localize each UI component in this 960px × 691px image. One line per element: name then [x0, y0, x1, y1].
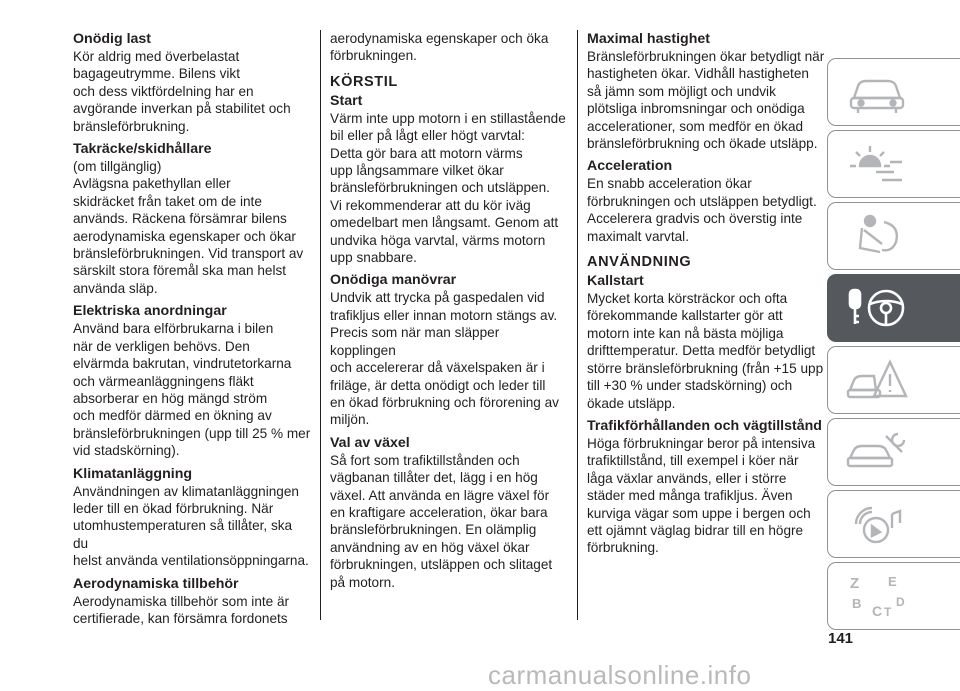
index-letter-t: T	[884, 605, 892, 619]
paragraph-unnecessary-maneuvers: Undvik att trycka på gaspedalen vid trafikljus eller innan motorn stängs av. Precis som när man släpper kopplingen och accelererar då växelspaken är i friläge, är detta onödigt och leder till en ökad förbrukning och förorening av miljön.	[330, 290, 559, 428]
heading-electrical-devices: Elektriska anordningar	[73, 303, 227, 320]
tab-index[interactable]	[827, 562, 960, 630]
dashboard-lights-icon	[846, 140, 908, 188]
paragraph-electrical-devices: Använd bara elförbrukarna i bilen när de verkligen behövs. Den elvärmda bakrutan, vindrutetorkarna och värmeanläggningens fläkt absorberar en hög mängd ström och medför därmed en ökning av bränsleförbrukningen (upp till 25 % mer vid stadskörning).	[73, 321, 311, 459]
heading-start: Start	[330, 92, 363, 109]
warning-triangle-car-icon	[846, 356, 908, 404]
seatbelt-airbag-icon	[846, 212, 908, 260]
chapter-tabs	[827, 58, 960, 634]
tab-maintenance[interactable]	[827, 418, 960, 486]
paragraph-climate-control: Användningen av klimatanläggningen leder till en ökad förbrukning. När utomhustemperaturen så tillåter, ska du helst använda ventilationsöppningarna.	[73, 483, 309, 569]
paragraph-traffic-road-conditions: Höga förbrukningar beror på intensiva trafiktillstånd, till exempel i köer när låga växlar används, eller i större städer med många trafikljus. Även kurviga vägar som uppe i bergen och ett ojämnt väglag bidrar till en högre förbrukning.	[587, 435, 816, 556]
watermark: carmanualsonline.info	[488, 660, 752, 690]
heading-unnecessary-load: Onödig last	[73, 31, 152, 47]
paragraph-roof-rack: Avlägsna pakethyllan eller skidräcket från taket om de inte används. Räckena försämrar bilens aerodynamiska egenskaper och ökar bränsleförbrukningen. Vid transport av särskilt stora föremål ska man helst använda släp.	[73, 176, 304, 296]
index-letter-b: B	[852, 596, 862, 611]
paragraph-roof-rack-availability: (om tillgänglig)	[73, 159, 162, 175]
heading-gear-selection: Val av växel	[330, 434, 410, 451]
heading-aerodynamic-accessories: Aerodynamiska tillbehör	[73, 575, 239, 592]
paragraph-cold-start: Mycket korta körsträckor och ofta förekommande kallstarter gör att motorn inte kan nå bästa möjliga drifttemperatur. Detta medför betydligt större bränsleförbrukning (från +15 upp till +30 % under stadskörning) och ökade utsläpp.	[587, 291, 824, 411]
page-number: 141	[828, 630, 854, 647]
tab-starting-and-driving[interactable]	[827, 274, 960, 342]
key-steering-wheel-icon	[846, 284, 908, 332]
heading-acceleration: Acceleration	[587, 158, 673, 175]
paragraph-gear-selection: Så fort som trafiktillstånden och vägbanan tillåter det, lägg i en hög växel. Att använda en lägre växel för en kraftigare acceleration, ökar bara bränsleförbrukningen. En olämplig användning av en hög växel ökar förbrukningen, utsläppen och slitaget på motorn.	[330, 452, 553, 590]
heading-unnecessary-maneuvers: Onödiga manövrar	[330, 272, 457, 289]
section-heading-usage: ANVÄNDNING	[587, 254, 692, 271]
paragraph-unnecessary-load: Kör aldrig med överbelastat bagageutrymme. Bilens vikt och dess viktfördelning har en avgörande inverkan på stabilitet och bränsleförbrukning.	[73, 49, 291, 134]
index-letter-c: C	[872, 603, 883, 619]
paragraph-start: Värm inte upp motorn i en stillastående bil eller på lågt eller högt varvtal: Detta gör bara att motorn värms upp långsammare vilket ökar bränsleförbrukningen och utsläppen. Vi rekommenderar att du kör iväg omedelbart men långsamt. Genom att undvika höga varvtal, värms motorn upp snabbare.	[330, 110, 566, 266]
tab-emergency[interactable]	[827, 346, 960, 414]
index-letter-d: D	[896, 595, 905, 609]
service-wrench-icon	[846, 428, 908, 476]
heading-traffic-road-conditions: Trafikförhållanden och vägtillstånd	[587, 417, 822, 434]
multimedia-icon	[846, 500, 908, 548]
tab-safety[interactable]	[827, 202, 960, 270]
tab-getting-to-know-car[interactable]	[827, 58, 960, 126]
car-info-icon	[846, 68, 908, 116]
column-divider-1	[320, 30, 321, 620]
tab-dashboard[interactable]	[827, 130, 960, 198]
column-2	[330, 30, 568, 591]
heading-maximum-speed: Maximal hastighet	[587, 31, 710, 47]
paragraph-acceleration: En snabb acceleration ökar förbrukningen och utsläppen betydligt. Accelerera gradvis och överstig inte maximalt varvtal.	[587, 176, 817, 244]
paragraph-maximum-speed: Bränsleförbrukningen ökar betydligt när hastigheten ökar. Vidhåll hastigheten så jämn som möjligt och undvik plötsliga inbromsningar och onödiga accelerationer, som medför en ökad bränsleförbrukning och ökade utsläpp.	[587, 49, 825, 152]
section-heading-driving-style: KÖRSTIL	[330, 73, 398, 90]
heading-cold-start: Kallstart	[587, 273, 644, 290]
paragraph-aerodynamic-accessories: Aerodynamiska tillbehör som inte är certifierade, kan försämra fordonets	[73, 593, 290, 626]
heading-climate-control: Klimatanläggning	[73, 465, 193, 482]
column-1	[73, 30, 311, 627]
tab-multimedia[interactable]	[827, 490, 960, 558]
heading-roof-rack: Takräcke/skidhållare	[73, 141, 212, 158]
column-3	[587, 30, 825, 557]
paragraph-continued: aerodynamiska egenskaper och öka förbrukningen.	[330, 31, 549, 64]
index-letter-e: E	[888, 574, 897, 589]
alphabetical-index-icon	[846, 572, 908, 620]
column-divider-2	[577, 30, 578, 620]
index-letter-z: Z	[850, 575, 860, 592]
